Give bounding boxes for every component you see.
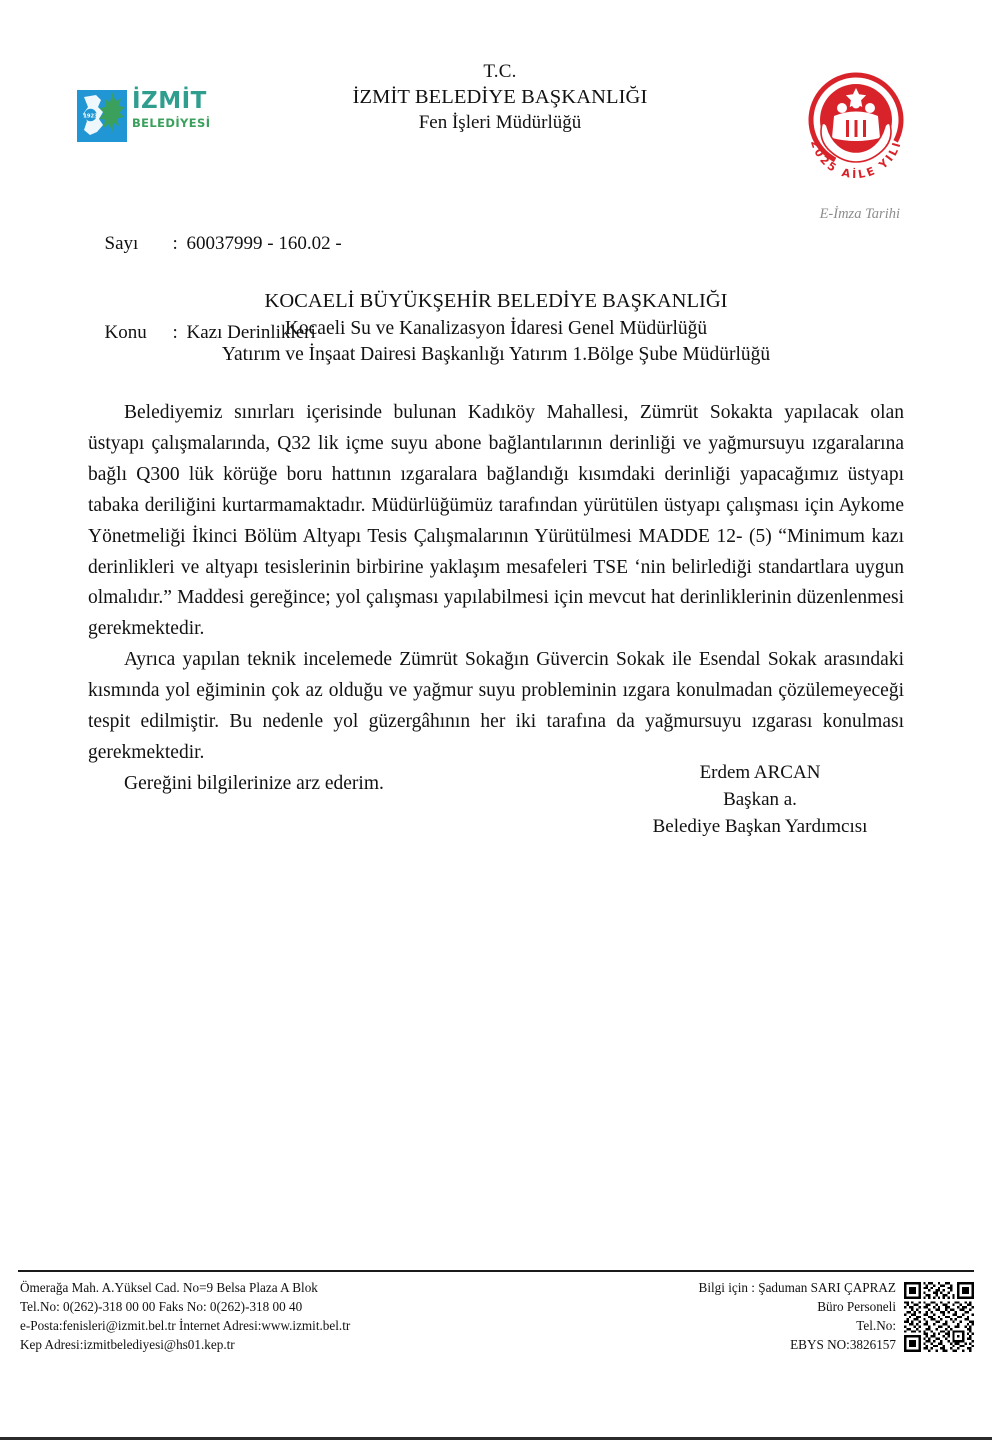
meta-row-sayi: [76, 200, 342, 288]
body-paragraph-3: Gereğini bilgilerinize arz ederim.: [124, 772, 384, 794]
qr-code-icon: [904, 1282, 974, 1352]
footer-contact-left: [20, 1278, 350, 1354]
institution-line-department: Fen İşleri Müdürlüğü: [418, 111, 582, 133]
footer-contact-right: [699, 1278, 896, 1354]
signer-on-behalf: Başkan a.: [723, 788, 797, 810]
body-paragraph-1: Belediyemiz sınırları içerisinde bulunan Kadıköy Mahallesi, Zümrüt Sokakta yapılacak olan üstyapı çalışmalarında, Q32 lik içme suyu abone bağlantılarının derinliği ve yağmursuyu ızgaralarına bağlı Q300 lük körüğe boru hattının ızgaralara bağlandığı kısımdaki derinliği yapacağımız üstyapı tabaka deriliğini kurtarmamaktadır. Müdürlüğümüz tarafından yürütülen üstyapı çalışması için Aykome Yönetmeliği İkinci Bölüm Altyapı Tesis Çalışmalarının Yürütülmesi MADDE 12- (5) “Minimum kazı derinlikleri ve altyapı tesislerinin birbirine yaklaşım mesafeleri TSE ‘nin belirlediği standartlara uygun olmalıdır.” Maddesi gereğince; yol çalışması yapılabilmesi için mevcut hat derinliklerinin düzenlenmesi gerekmektedir.: [88, 402, 904, 640]
footer-email-web: e-Posta:fenisleri@izmit.bel.tr İnternet Adresi:www.izmit.bel.tr: [20, 1318, 351, 1333]
aile-yili-emblem-icon: [794, 64, 918, 188]
footer-contact-role: Büro Personeli: [817, 1299, 896, 1314]
e-signature-date-label: E-İmza Tarihi: [819, 206, 900, 222]
footer-ebys-number: EBYS NO:3826157: [790, 1337, 896, 1352]
document-footer: [20, 1278, 974, 1368]
letterhead: [0, 52, 992, 202]
konu-value: Kazı Derinlikleri: [186, 321, 316, 343]
letter-body: [88, 398, 904, 800]
sayi-label: Sayı: [104, 233, 139, 255]
recipient-block: [96, 288, 896, 369]
konu-label: Konu: [104, 321, 147, 343]
konu-separator: :: [172, 321, 178, 343]
footer-contact-phone-label: Tel.No:: [856, 1318, 896, 1333]
izmit-logo-wordmark: [132, 88, 211, 130]
institution-line-main: İZMİT BELEDİYE BAŞKANLIĞI: [352, 86, 648, 109]
izmit-belediyesi-logo: [76, 88, 211, 150]
recipient-line-1: KOCAELİ BÜYÜKŞEHİR BELEDİYE BAŞKANLIĞI: [264, 290, 728, 312]
izmit-logo-subtitle: BELEDİYESİ: [132, 116, 211, 130]
footer-phone: Tel.No: 0(262)-318 00 00 Faks No: 0(262)-318 00 40: [20, 1299, 303, 1314]
izmit-logo-mark-icon: [76, 88, 128, 144]
institution-heading: [270, 60, 730, 135]
signer-name: Erdem ARCAN: [699, 762, 821, 783]
institution-line-tc: T.C.: [483, 61, 517, 82]
footer-contact-person: Bilgi için : Şaduman SARI ÇAPRAZ: [698, 1280, 896, 1295]
footer-kep: Kep Adresi:izmitbelediyesi@hs01.kep.tr: [20, 1337, 235, 1352]
footer-address: Ömerağa Mah. A.Yüksel Cad. No=9 Belsa Plaza A Blok: [20, 1280, 318, 1295]
izmit-logo-name: İZMİT: [132, 88, 207, 114]
recipient-line-3: Yatırım ve İnşaat Dairesi Başkanlığı Yatırım 1.Bölge Şube Müdürlüğü: [221, 344, 771, 366]
sayi-value: 60037999 - 160.02 -: [186, 233, 342, 255]
sayi-separator: :: [172, 233, 178, 255]
svg-text:1923: 1923: [83, 113, 98, 120]
aile-yili-caption: 2025 AİLE YILI: [807, 138, 905, 182]
signer-title: Belediye Başkan Yardımcısı: [652, 815, 868, 837]
body-paragraph-2: Ayrıca yapılan teknik incelemede Zümrüt Sokağın Güvercin Sokak ile Esendal Sokak arasındaki kısmında yol eğiminin çok az olduğu ve yağmur suyu probleminin ızgara konulmadan çözülemeyeceği tespit edilmiştir. Bu nedenle yol güzergâhının her iki tarafına da yağmursuyu ızgarası konulması gerekmektedir.: [88, 649, 904, 763]
footer-divider: [18, 1270, 974, 1272]
signature-block: [600, 760, 920, 841]
recipient-line-2: Kocaeli Su ve Kanalizasyon İdaresi Genel Müdürlüğü: [284, 317, 708, 339]
